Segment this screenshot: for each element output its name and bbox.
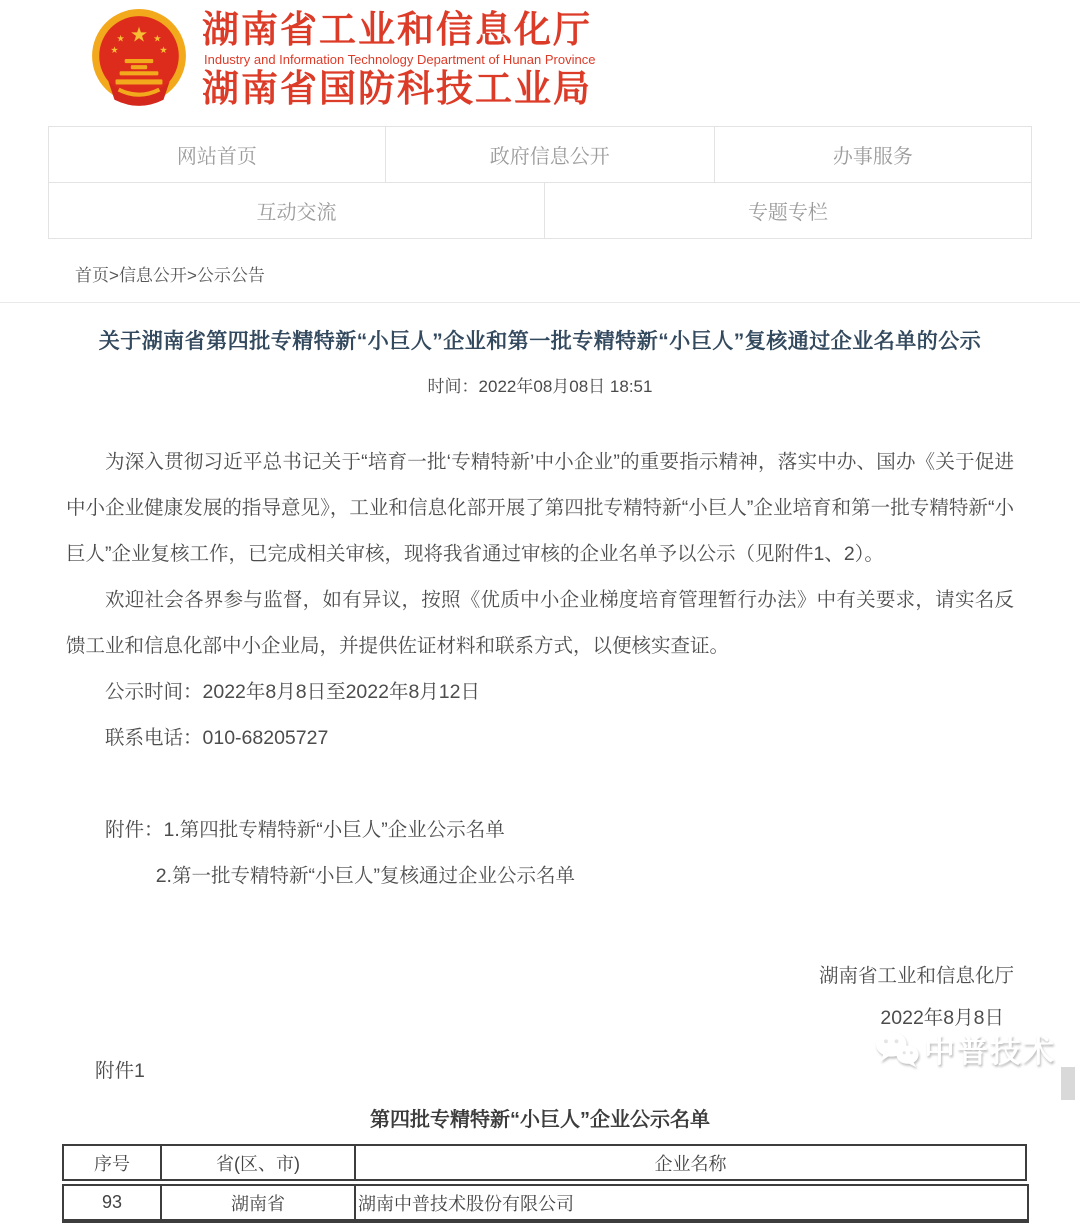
paragraph: 为深入贯彻习近平总书记关于“培育一批‘专精特新’中小企业”的重要指示精神，落实中办、国办《关于促进中小企业健康发展的指导意见》，工业和信息化部开展了第四批专精特新“小巨人”企业培育和第一批专精特新“小巨人”企业复核工作，已完成相关审核，现将我省通过审核的企业名单予以公示（见附件1、2）。 bbox=[66, 451, 1014, 565]
appendix-1-label: 附件1 bbox=[95, 1060, 145, 1082]
nav-item-gov-info[interactable]: 政府信息公开 bbox=[386, 127, 715, 182]
breadcrumb-separator: > bbox=[186, 266, 197, 285]
article-title: 关于湖南省第四批专精特新“小巨人”企业和第一批专精特新“小巨人”复核通过企业名单的公示 bbox=[98, 330, 982, 353]
site-title-block bbox=[202, 11, 595, 107]
scrollbar-thumb[interactable] bbox=[1061, 1067, 1075, 1100]
header-cell-index: 序号 bbox=[63, 1145, 161, 1180]
cell-index: 93 bbox=[63, 1185, 161, 1221]
article-body bbox=[66, 439, 1014, 899]
site-title-line2: 湖南省国防科技工业局 bbox=[202, 68, 592, 109]
nav-item-home[interactable]: 网站首页 bbox=[49, 127, 386, 182]
signature-org: 湖南省工业和信息化厅 bbox=[818, 965, 1014, 987]
table-row bbox=[63, 1185, 1028, 1221]
header-cell-company: 企业名称 bbox=[355, 1145, 1026, 1180]
attachments-label: 附件： bbox=[105, 819, 164, 841]
site-header bbox=[0, 0, 1080, 116]
publicity-period: 公示时间：2022年8月8日至2022年8月12日 bbox=[105, 681, 480, 703]
companies-table-header bbox=[62, 1144, 1027, 1181]
site-title-line1: 湖南省工业和信息化厅 bbox=[202, 9, 592, 50]
paragraph: 欢迎社会各界参与监督，如有异议，按照《优质中小企业梯度培育管理暂行办法》中有关要求，请实名反馈工业和信息化部中小企业局，并提供佐证材料和联系方式，以便核实查证。 bbox=[66, 589, 1014, 657]
header-cell-province: 省(区、市) bbox=[161, 1145, 355, 1180]
nav-item-interaction[interactable]: 互动交流 bbox=[49, 183, 545, 238]
watermark-text: 中普技术 bbox=[924, 1034, 1056, 1069]
attachment-item-2: 2.第一批专精特新“小巨人”复核通过企业公示名单 bbox=[155, 865, 575, 887]
svg-text:★: ★ bbox=[159, 44, 168, 55]
site-title-english: Industry and Information Technology Department of Hunan Province bbox=[204, 52, 596, 67]
attachment-1-text: 1.第四批专精特新“小巨人”企业公示名单 bbox=[163, 819, 505, 841]
table-header-row bbox=[63, 1145, 1026, 1180]
breadcrumb-info[interactable]: 信息公开 bbox=[118, 266, 187, 285]
cell-province: 湖南省 bbox=[161, 1185, 355, 1221]
breadcrumb-separator: > bbox=[109, 266, 119, 285]
signature-date: 2022年8月8日 bbox=[880, 1007, 1004, 1029]
emblem-star-big: ★ bbox=[129, 24, 149, 47]
breadcrumb-announcements[interactable]: 公示公告 bbox=[196, 266, 265, 285]
svg-text:★: ★ bbox=[116, 33, 125, 44]
breadcrumb-home[interactable]: 首页 bbox=[75, 266, 109, 285]
divider bbox=[0, 302, 1080, 303]
companies-table-body bbox=[62, 1184, 1029, 1223]
table-title: 第四批专精特新“小巨人”企业公示名单 bbox=[370, 1109, 710, 1131]
nav-item-services[interactable]: 办事服务 bbox=[832, 146, 913, 168]
cell-company-name: 湖南中普技术股份有限公司 bbox=[355, 1185, 1028, 1221]
contact-phone: 联系电话：010-68205727 bbox=[105, 727, 329, 749]
signature-block bbox=[66, 955, 1014, 1039]
attachment-item-1 bbox=[66, 807, 1014, 853]
nav-item-special-columns[interactable]: 专题专栏 bbox=[747, 202, 828, 224]
main-nav bbox=[48, 126, 1032, 239]
svg-text:★: ★ bbox=[110, 44, 119, 55]
attachments-list bbox=[66, 807, 1014, 899]
article-timestamp: 时间：2022年08月08日 18:51 bbox=[427, 377, 653, 396]
national-emblem-icon bbox=[88, 7, 190, 111]
svg-text:★: ★ bbox=[153, 33, 162, 44]
breadcrumb bbox=[48, 255, 1032, 302]
